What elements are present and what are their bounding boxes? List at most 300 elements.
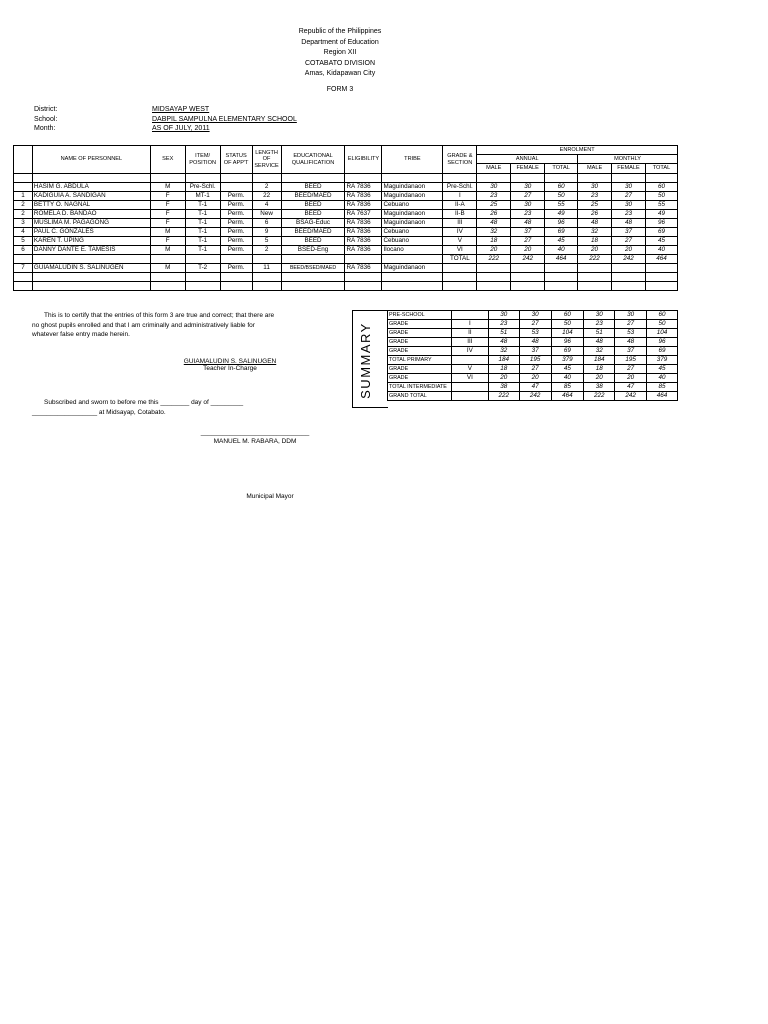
cell-mm: 23	[578, 192, 612, 201]
district-label: District:	[34, 106, 58, 113]
cell-no: 3	[14, 219, 33, 228]
cell-status: Perm.	[220, 228, 252, 237]
cell-position: T-1	[185, 237, 220, 246]
cell-af: 30	[511, 183, 545, 192]
certification-block	[32, 311, 282, 340]
table-row-blank	[14, 273, 678, 282]
summary-cell-at: 40	[551, 374, 584, 383]
col-status-header: STATUS OF APP'T	[220, 146, 252, 174]
summary-cell-af: 242	[519, 392, 551, 401]
official-name: MANUEL M. RABARA, DDM	[213, 438, 297, 445]
letterhead-line: Republic of the Philippines	[298, 28, 382, 35]
school-label: School:	[34, 115, 58, 123]
cell-mt: 50	[645, 192, 677, 201]
col-eligibility-header: ELIGIBILITY	[345, 146, 382, 174]
cell-mf: 20	[612, 246, 646, 255]
cell-elig: RA 7836	[345, 183, 382, 192]
monthly-total-header: TOTAL	[645, 164, 677, 174]
cell-status	[220, 255, 252, 264]
cell-name: KADIGUIA A. SANDIGAN	[32, 192, 150, 201]
summary-cell-am: 48	[488, 338, 519, 347]
summary-cell-mm: 18	[584, 365, 615, 374]
summary-cell-af: 47	[519, 383, 551, 392]
cell-position: T-2	[185, 264, 220, 273]
summary-cell-grade: IV	[451, 347, 488, 356]
summary-table	[387, 310, 678, 401]
cell-mt: 49	[645, 210, 677, 219]
summary-cell-mm: 48	[584, 338, 615, 347]
summary-row	[388, 338, 678, 347]
cell-mm: 48	[578, 219, 612, 228]
col-service-header: LENGTH OF SERVICE	[252, 146, 281, 174]
cell-name: MUSLIMA M. PAGAGONG	[32, 219, 150, 228]
cell-service	[252, 255, 281, 264]
cell-at: 96	[545, 219, 578, 228]
summary-label	[345, 312, 385, 408]
cell-grade: VI	[443, 246, 477, 255]
summary-cell-af: 37	[519, 347, 551, 356]
cell-mf: 23	[612, 210, 646, 219]
table-row	[14, 228, 678, 237]
cell-tribe: Maguindanaon	[382, 264, 443, 273]
cell-af: 37	[511, 228, 545, 237]
summary-cell-mt: 40	[647, 374, 678, 383]
cell-service: 22	[252, 192, 281, 201]
cell-af: 242	[511, 255, 545, 264]
cell-sex: F	[150, 192, 185, 201]
cell-grade: TOTAL	[443, 255, 477, 264]
summary-cell-label: GRADE	[388, 338, 452, 347]
cell-status: Perm.	[220, 246, 252, 255]
school-value: DABPIL SAMPULNA ELEMENTARY SCHOOL	[152, 115, 297, 123]
cell-mm: 32	[578, 228, 612, 237]
summary-cell-grade: V	[451, 365, 488, 374]
cell-elig: RA 7836	[345, 246, 382, 255]
cell-grade: II-B	[443, 210, 477, 219]
cell-am: 18	[477, 237, 511, 246]
summary-row	[388, 383, 678, 392]
mayor-title: Municipal Mayor	[246, 493, 294, 500]
summary-cell-mt: 85	[647, 383, 678, 392]
cell-af: 48	[511, 219, 545, 228]
subscribed-line-2: __________________ at Midsayap, Cotabato.	[32, 408, 166, 416]
summary-cell-mf: 27	[615, 365, 647, 374]
summary-cell-grade: VI	[451, 374, 488, 383]
summary-cell-am: 23	[488, 320, 519, 329]
cell-name: ROMELA D. BANDAO	[32, 210, 150, 219]
summary-cell-mt: 96	[647, 338, 678, 347]
cell-sex	[150, 255, 185, 264]
table-row	[14, 192, 678, 201]
info-values	[152, 105, 297, 134]
summary-row	[388, 329, 678, 338]
cell-no: 5	[14, 237, 33, 246]
summary-cell-am: 51	[488, 329, 519, 338]
cell-at: 60	[545, 183, 578, 192]
summary-cell-af: 27	[519, 320, 551, 329]
summary-row	[388, 365, 678, 374]
cell-mt: 69	[645, 228, 677, 237]
summary-cell-mm: 38	[584, 383, 615, 392]
cell-sex: M	[150, 246, 185, 255]
teacher-name: GUIAMALUDIN S. SALINUGEN	[183, 358, 277, 365]
cell-tribe: Maguindanaon	[382, 183, 443, 192]
cell-name: GUIAMALUDIN S. SALINUGEN	[32, 264, 150, 273]
cell-no	[14, 255, 33, 264]
table-row-blank	[14, 282, 678, 291]
cell-at: 45	[545, 237, 578, 246]
summary-cell-mf: 195	[615, 356, 647, 365]
cell-service: New	[252, 210, 281, 219]
cell-service: 5	[252, 237, 281, 246]
letterhead-line: COTABATO DIVISION	[304, 59, 375, 67]
cell-mt: 45	[645, 237, 677, 246]
cell-am: 25	[477, 201, 511, 210]
cell-tribe: Maguindanaon	[382, 210, 443, 219]
table-row	[14, 246, 678, 255]
official-signature	[175, 428, 335, 446]
cell-tribe: Maguindanaon	[382, 192, 443, 201]
subscribed-line-1: Subscribed and sworn to before me this ________ day of _________	[44, 399, 244, 406]
cell-service: 6	[252, 219, 281, 228]
cell-mm: 26	[578, 210, 612, 219]
cell-elig: RA 7836	[345, 192, 382, 201]
cell-position: T-1	[185, 210, 220, 219]
cell-mt: 464	[645, 255, 677, 264]
summary-cell-label: GRADE	[388, 329, 452, 338]
cell-mt	[645, 264, 677, 273]
cell-tribe	[382, 255, 443, 264]
cell-am	[477, 264, 511, 273]
info-labels	[34, 105, 57, 134]
cell-mm: 25	[578, 201, 612, 210]
cell-tribe: Ilocano	[382, 246, 443, 255]
cell-sex: F	[150, 201, 185, 210]
cell-no: 4	[14, 228, 33, 237]
cell-sex: M	[150, 183, 185, 192]
month-label: Month:	[34, 125, 56, 132]
cell-af: 30	[511, 201, 545, 210]
summary-cell-af: 27	[519, 365, 551, 374]
cell-grade: V	[443, 237, 477, 246]
cell-qual: BEED/MAED	[281, 192, 345, 201]
cell-name: DANNY DANTE E. TAMESIS	[32, 246, 150, 255]
summary-cell-label: GRADE	[388, 347, 452, 356]
summary-row	[388, 311, 678, 320]
cell-at: 50	[545, 192, 578, 201]
annual-total-header: TOTAL	[545, 164, 578, 174]
summary-cell-mf: 37	[615, 347, 647, 356]
summary-cell-mf: 53	[615, 329, 647, 338]
summary-cell-mf: 27	[615, 320, 647, 329]
summary-cell-at: 464	[551, 392, 584, 401]
annual-male-header: MALE	[477, 164, 511, 174]
col-tribe-header: TRIBE	[382, 146, 443, 174]
cell-elig: RA 7637	[345, 210, 382, 219]
summary-cell-grade: III	[451, 338, 488, 347]
summary-cell-at: 50	[551, 320, 584, 329]
letterhead	[230, 27, 450, 80]
summary-cell-mt: 50	[647, 320, 678, 329]
cell-mf	[612, 264, 646, 273]
summary-cell-mf: 48	[615, 338, 647, 347]
cell-name: BETTY O. NAGNAL	[32, 201, 150, 210]
summary-cell-grade	[451, 383, 488, 392]
summary-cell-grade	[451, 311, 488, 320]
cell-mm: 222	[578, 255, 612, 264]
cell-at: 40	[545, 246, 578, 255]
cell-name	[32, 255, 150, 264]
summary-cell-mt: 60	[647, 311, 678, 320]
cell-tribe: Cebuano	[382, 237, 443, 246]
summary-cell-am: 20	[488, 374, 519, 383]
table-row	[14, 237, 678, 246]
monthly-female-header: FEMALE	[612, 164, 646, 174]
cell-elig: RA 7836	[345, 264, 382, 273]
cell-service: 4	[252, 201, 281, 210]
cell-mt: 40	[645, 246, 677, 255]
summary-cell-at: 379	[551, 356, 584, 365]
summary-row	[388, 356, 678, 365]
col-qualification-header: EDUCATIONAL QUALIFICATION	[281, 146, 345, 174]
summary-cell-grade: II	[451, 329, 488, 338]
cell-position: MT-1	[185, 192, 220, 201]
cell-sex: M	[150, 228, 185, 237]
cell-qual: BEED/MAED	[281, 228, 345, 237]
summary-cell-at: 60	[551, 311, 584, 320]
certification-text: This is to certify that the entries of this form 3 are true and correct; that there are no ghost pupils enrolled and that I am criminally and administratively liable for whatever false entry made herein.	[32, 312, 275, 338]
monthly-header: MONTHLY	[578, 155, 678, 164]
cell-status: Perm.	[220, 219, 252, 228]
table-row	[14, 183, 678, 192]
cell-tribe: Maguindanaon	[382, 219, 443, 228]
summary-cell-af: 195	[519, 356, 551, 365]
cell-no: 7	[14, 264, 33, 273]
cell-mf: 27	[612, 237, 646, 246]
cell-at: 69	[545, 228, 578, 237]
summary-cell-mm: 30	[584, 311, 615, 320]
cell-name: PAUL C. GONZALES	[32, 228, 150, 237]
summary-cell-label: TOTAL INTERMEDIATE	[388, 383, 452, 392]
summary-cell-grade	[451, 392, 488, 401]
summary-cell-af: 30	[519, 311, 551, 320]
cell-mf: 30	[612, 183, 646, 192]
cell-sex: F	[150, 219, 185, 228]
cell-am: 48	[477, 219, 511, 228]
subscribed-block	[32, 398, 243, 417]
summary-row	[388, 392, 678, 401]
cell-af	[511, 264, 545, 273]
cell-mm: 30	[578, 183, 612, 192]
cell-qual: BSED-Eng	[281, 246, 345, 255]
summary-cell-at: 96	[551, 338, 584, 347]
month-value: AS OF JULY, 2011	[152, 125, 210, 132]
summary-cell-mt: 45	[647, 365, 678, 374]
cell-no: 2	[14, 201, 33, 210]
table-row	[14, 219, 678, 228]
summary-cell-am: 18	[488, 365, 519, 374]
cell-position: T-1	[185, 228, 220, 237]
cell-elig: RA 7836	[345, 219, 382, 228]
cell-mf: 48	[612, 219, 646, 228]
summary-cell-af: 53	[519, 329, 551, 338]
cell-qual: BEED	[281, 201, 345, 210]
summary-cell-af: 48	[519, 338, 551, 347]
summary-cell-mt: 379	[647, 356, 678, 365]
cell-service: 9	[252, 228, 281, 237]
annual-header: ANNUAL	[477, 155, 578, 164]
cell-status: Perm.	[220, 237, 252, 246]
summary-cell-af: 20	[519, 374, 551, 383]
cell-mt: 55	[645, 201, 677, 210]
cell-grade: II-A	[443, 201, 477, 210]
summary-cell-mf: 47	[615, 383, 647, 392]
form-title: FORM 3	[326, 86, 354, 93]
summary-cell-am: 32	[488, 347, 519, 356]
cell-mf: 27	[612, 192, 646, 201]
cell-position: T-1	[185, 246, 220, 255]
cell-af: 27	[511, 192, 545, 201]
summary-cell-am: 184	[488, 356, 519, 365]
cell-at: 49	[545, 210, 578, 219]
summary-cell-mf: 20	[615, 374, 647, 383]
summary-label-text: SUMMARY	[357, 321, 373, 399]
summary-cell-mf: 242	[615, 392, 647, 401]
summary-cell-mm: 20	[584, 374, 615, 383]
cell-am: 20	[477, 246, 511, 255]
summary-cell-at: 45	[551, 365, 584, 374]
cell-no: 6	[14, 246, 33, 255]
cell-no: 2	[14, 210, 33, 219]
cell-tribe: Cebuano	[382, 228, 443, 237]
summary-cell-label: TOTAL PRIMARY	[388, 356, 452, 365]
table-row	[14, 201, 678, 210]
cell-grade	[443, 264, 477, 273]
cell-qual: BEED	[281, 237, 345, 246]
cell-elig: RA 7836	[345, 228, 382, 237]
col-sex-header: SEX	[150, 146, 185, 174]
summary-cell-label: PRE-SCHOOL	[388, 311, 452, 320]
table-row	[14, 264, 678, 273]
summary-row	[388, 374, 678, 383]
summary-cell-mt: 69	[647, 347, 678, 356]
cell-mm	[578, 264, 612, 273]
cell-mt: 60	[645, 183, 677, 192]
summary-cell-at: 85	[551, 383, 584, 392]
cell-mm: 20	[578, 246, 612, 255]
cell-qual	[281, 255, 345, 264]
summary-row	[388, 347, 678, 356]
cell-at: 464	[545, 255, 578, 264]
cell-grade: Pre-Schl.	[443, 183, 477, 192]
summary-cell-mm: 32	[584, 347, 615, 356]
cell-sex: F	[150, 210, 185, 219]
signature-line: ______________________________	[200, 429, 310, 436]
summary-cell-mf: 30	[615, 311, 647, 320]
summary-cell-label: GRADE	[388, 365, 452, 374]
cell-name: HASIM G. ABDULA	[32, 183, 150, 192]
letterhead-line: Amas, Kidapawan City	[304, 70, 376, 77]
summary-cell-mm: 51	[584, 329, 615, 338]
cell-af: 27	[511, 237, 545, 246]
cell-am: 32	[477, 228, 511, 237]
cell-status: Perm.	[220, 201, 252, 210]
cell-mt: 96	[645, 219, 677, 228]
cell-am: 30	[477, 183, 511, 192]
table-row	[14, 255, 678, 264]
cell-service: 2	[252, 183, 281, 192]
summary-cell-am: 30	[488, 311, 519, 320]
teacher-signature	[140, 358, 320, 372]
cell-status	[220, 183, 252, 192]
col-grade-header: GRADE & SECTION	[443, 146, 477, 174]
cell-elig	[345, 255, 382, 264]
personnel-table	[13, 145, 678, 291]
cell-grade: III	[443, 219, 477, 228]
cell-status: Perm.	[220, 210, 252, 219]
summary-cell-at: 104	[551, 329, 584, 338]
cell-position: T-1	[185, 201, 220, 210]
enrolment-header: ENROLMENT	[477, 146, 678, 155]
summary-cell-label: GRADE	[388, 374, 452, 383]
cell-af: 23	[511, 210, 545, 219]
cell-status: Perm.	[220, 192, 252, 201]
letterhead-line: Department of Education	[301, 38, 379, 46]
teacher-title: Teacher In-Charge	[203, 365, 257, 372]
cell-tribe: Cebuano	[382, 201, 443, 210]
cell-mf: 37	[612, 228, 646, 237]
summary-cell-mt: 104	[647, 329, 678, 338]
district-value: MIDSAYAP WEST	[152, 106, 210, 113]
summary-cell-mt: 464	[647, 392, 678, 401]
cell-mf: 30	[612, 201, 646, 210]
cell-elig: RA 7836	[345, 237, 382, 246]
summary-row	[388, 320, 678, 329]
cell-af: 20	[511, 246, 545, 255]
cell-elig: RA 7836	[345, 201, 382, 210]
summary-cell-am: 38	[488, 383, 519, 392]
summary-cell-grade	[451, 356, 488, 365]
cell-sex: M	[150, 264, 185, 273]
cell-name: KAREN T. UPING	[32, 237, 150, 246]
summary-cell-label: GRAND TOTAL	[388, 392, 452, 401]
letterhead-line: Region XII	[323, 49, 357, 56]
cell-qual: BEED	[281, 183, 345, 192]
cell-at	[545, 264, 578, 273]
cell-grade: I	[443, 192, 477, 201]
summary-cell-at: 69	[551, 347, 584, 356]
cell-qual: BSAG-Educ	[281, 219, 345, 228]
summary-cell-mm: 184	[584, 356, 615, 365]
cell-am: 222	[477, 255, 511, 264]
cell-sex: F	[150, 237, 185, 246]
col-position-header: ITEM/ POSITION	[185, 146, 220, 174]
cell-mm: 18	[578, 237, 612, 246]
cell-position: Pre-Schl.	[185, 183, 220, 192]
cell-grade: IV	[443, 228, 477, 237]
cell-qual: BEED	[281, 210, 345, 219]
cell-am: 23	[477, 192, 511, 201]
cell-service: 2	[252, 246, 281, 255]
cell-position: T-1	[185, 219, 220, 228]
summary-cell-grade: I	[451, 320, 488, 329]
cell-no	[14, 183, 33, 192]
table-row	[14, 210, 678, 219]
cell-at: 55	[545, 201, 578, 210]
cell-service: 11	[252, 264, 281, 273]
cell-no: 1	[14, 192, 33, 201]
monthly-male-header: MALE	[578, 164, 612, 174]
